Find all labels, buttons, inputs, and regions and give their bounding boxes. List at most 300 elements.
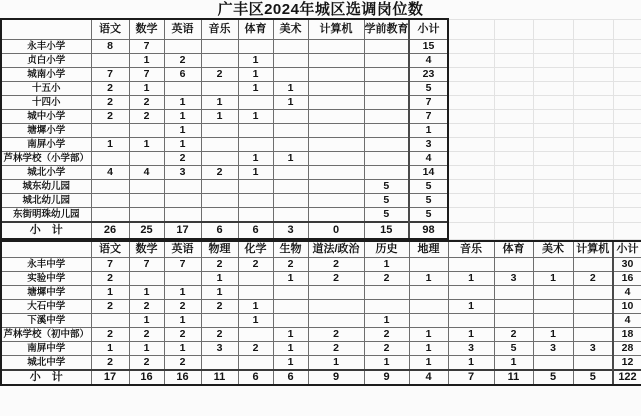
empty-cell [448, 208, 494, 223]
empty-cell [613, 166, 641, 180]
value-cell [308, 166, 364, 180]
value-cell [409, 286, 448, 300]
value-cell [129, 194, 164, 208]
column-header: 数学 [129, 19, 164, 40]
empty-cell [448, 194, 494, 208]
column-header: 体育 [238, 19, 273, 40]
value-cell: 1 [201, 110, 238, 124]
empty-cell [448, 82, 494, 96]
empty-cell [573, 110, 613, 124]
value-cell: 1 [129, 314, 164, 328]
empty-cell [533, 208, 573, 223]
column-header: 语文 [91, 241, 129, 258]
empty-cell [448, 124, 494, 138]
value-cell: 5 [409, 180, 448, 194]
empty-cell [613, 19, 641, 40]
value-cell [533, 314, 573, 328]
value-cell: 1 [308, 356, 364, 371]
value-cell: 1 [409, 328, 448, 342]
value-cell [494, 258, 533, 272]
value-cell: 10 [613, 300, 641, 314]
value-cell: 2 [364, 342, 409, 356]
value-cell [201, 314, 238, 328]
value-cell: 1 [91, 342, 129, 356]
value-cell: 1 [273, 342, 308, 356]
value-cell: 2 [129, 356, 164, 371]
column-header: 体育 [494, 241, 533, 258]
value-cell [164, 180, 201, 194]
value-cell [273, 54, 308, 68]
school-name-cell: 南屏小学 [1, 138, 91, 152]
value-cell: 1 [201, 96, 238, 110]
value-cell: 1 [533, 328, 573, 342]
subtotal-value-cell: 3 [273, 222, 308, 239]
value-cell [91, 124, 129, 138]
value-cell: 12 [613, 356, 641, 371]
value-cell: 2 [164, 54, 201, 68]
value-cell: 4 [613, 286, 641, 300]
empty-cell [533, 54, 573, 68]
value-cell [201, 356, 238, 371]
value-cell: 2 [164, 356, 201, 371]
empty-cell [613, 40, 641, 54]
value-cell: 2 [573, 272, 613, 286]
value-cell: 4 [91, 166, 129, 180]
value-cell [238, 40, 273, 54]
value-cell [364, 138, 409, 152]
value-cell [308, 152, 364, 166]
value-cell [238, 356, 273, 371]
value-cell [238, 328, 273, 342]
value-cell [273, 314, 308, 328]
empty-cell [448, 54, 494, 68]
value-cell [164, 272, 201, 286]
empty-cell [494, 68, 533, 82]
empty-cell [613, 180, 641, 194]
value-cell [409, 314, 448, 328]
value-cell: 5 [409, 208, 448, 223]
value-cell [494, 286, 533, 300]
empty-cell [533, 138, 573, 152]
value-cell: 1 [273, 356, 308, 371]
value-cell: 1 [533, 272, 573, 286]
value-cell: 3 [409, 138, 448, 152]
value-cell: 2 [308, 342, 364, 356]
column-header: 生物 [273, 241, 308, 258]
empty-cell [573, 68, 613, 82]
value-cell: 2 [201, 300, 238, 314]
value-cell [164, 194, 201, 208]
empty-cell [613, 124, 641, 138]
school-name-cell: 芦林学校（初中部） [1, 328, 91, 342]
empty-cell [533, 40, 573, 54]
value-cell: 1 [238, 166, 273, 180]
subtotal-value-cell: 6 [238, 370, 273, 385]
value-cell [273, 180, 308, 194]
value-cell [201, 54, 238, 68]
value-cell: 2 [238, 342, 273, 356]
empty-cell [448, 96, 494, 110]
value-cell [308, 208, 364, 223]
empty-cell [494, 40, 533, 54]
subtotal-value-cell: 16 [164, 370, 201, 385]
value-cell: 1 [409, 124, 448, 138]
value-cell [129, 180, 164, 194]
empty-cell [533, 152, 573, 166]
value-cell [201, 124, 238, 138]
value-cell [164, 82, 201, 96]
value-cell [273, 138, 308, 152]
value-cell: 2 [201, 328, 238, 342]
empty-cell [573, 124, 613, 138]
subtotal-value-cell: 5 [533, 370, 573, 385]
value-cell [129, 152, 164, 166]
empty-cell [494, 138, 533, 152]
value-cell: 1 [409, 342, 448, 356]
school-name-cell: 南屏中学 [1, 342, 91, 356]
value-cell: 1 [164, 124, 201, 138]
value-cell: 1 [164, 110, 201, 124]
value-cell: 1 [238, 82, 273, 96]
subtotal-label: 小 计 [1, 222, 91, 239]
value-cell: 1 [238, 54, 273, 68]
subtotal-value-cell: 6 [201, 222, 238, 239]
empty-cell [573, 19, 613, 40]
empty-cell [613, 54, 641, 68]
school-name-cell: 贞白小学 [1, 54, 91, 68]
value-cell: 2 [164, 328, 201, 342]
empty-cell [613, 138, 641, 152]
value-cell [409, 300, 448, 314]
value-cell: 1 [91, 138, 129, 152]
school-name-cell: 城南小学 [1, 68, 91, 82]
column-header: 计算机 [573, 241, 613, 258]
value-cell [238, 138, 273, 152]
subtotal-value-cell: 15 [364, 222, 409, 239]
subtotal-value-cell: 9 [364, 370, 409, 385]
value-cell: 7 [91, 68, 129, 82]
column-header: 道法/政治 [308, 241, 364, 258]
value-cell: 2 [129, 110, 164, 124]
value-cell [364, 82, 409, 96]
value-cell: 1 [129, 138, 164, 152]
empty-cell [448, 138, 494, 152]
value-cell: 1 [201, 286, 238, 300]
school-name-cell: 芦林学校（小学部） [1, 152, 91, 166]
subtotal-value-cell: 7 [448, 370, 494, 385]
empty-cell [448, 110, 494, 124]
column-header: 地理 [409, 241, 448, 258]
value-cell [533, 300, 573, 314]
value-cell: 2 [91, 356, 129, 371]
empty-cell [613, 208, 641, 223]
column-header: 英语 [164, 241, 201, 258]
subtotal-value-cell: 11 [201, 370, 238, 385]
value-cell [308, 40, 364, 54]
empty-cell [494, 110, 533, 124]
value-cell [308, 314, 364, 328]
subtotal-value-cell: 9 [308, 370, 364, 385]
empty-cell [613, 82, 641, 96]
value-cell: 7 [129, 68, 164, 82]
value-cell: 2 [91, 328, 129, 342]
empty-cell [448, 68, 494, 82]
column-header: 化学 [238, 241, 273, 258]
value-cell: 2 [91, 82, 129, 96]
value-cell: 1 [364, 258, 409, 272]
secondary-table [0, 240, 641, 386]
value-cell [238, 208, 273, 223]
value-cell [364, 110, 409, 124]
value-cell: 23 [409, 68, 448, 82]
value-cell [308, 82, 364, 96]
empty-cell [494, 152, 533, 166]
value-cell [238, 124, 273, 138]
school-name-cell: 下溪中学 [1, 314, 91, 328]
value-cell: 2 [494, 328, 533, 342]
empty-cell [448, 180, 494, 194]
subtotal-value-cell: 16 [129, 370, 164, 385]
school-name-cell: 东街明珠幼儿园 [1, 208, 91, 223]
empty-cell [494, 180, 533, 194]
empty-cell [573, 166, 613, 180]
value-cell [573, 258, 613, 272]
empty-cell [573, 82, 613, 96]
value-cell: 1 [129, 342, 164, 356]
empty-cell [533, 222, 573, 239]
school-name-cell: 城北幼儿园 [1, 194, 91, 208]
school-name-cell: 十四小 [1, 96, 91, 110]
value-cell [448, 258, 494, 272]
empty-cell [613, 110, 641, 124]
value-cell [448, 286, 494, 300]
empty-cell [533, 19, 573, 40]
empty-cell [573, 222, 613, 239]
value-cell: 1 [448, 356, 494, 371]
value-cell: 1 [494, 356, 533, 371]
column-header: 音乐 [448, 241, 494, 258]
value-cell [164, 208, 201, 223]
value-cell [273, 110, 308, 124]
school-name-cell: 塘墀中学 [1, 286, 91, 300]
value-cell: 2 [273, 258, 308, 272]
empty-cell [533, 194, 573, 208]
value-cell [308, 96, 364, 110]
value-cell [364, 152, 409, 166]
value-cell [533, 286, 573, 300]
column-header: 英语 [164, 19, 201, 40]
value-cell: 3 [448, 342, 494, 356]
value-cell [273, 300, 308, 314]
empty-cell [448, 40, 494, 54]
value-cell [308, 180, 364, 194]
value-cell [308, 110, 364, 124]
value-cell: 1 [129, 286, 164, 300]
value-cell: 2 [91, 96, 129, 110]
value-cell [201, 40, 238, 54]
empty-cell [494, 124, 533, 138]
value-cell: 1 [129, 54, 164, 68]
value-cell: 4 [129, 166, 164, 180]
value-cell: 3 [494, 272, 533, 286]
value-cell [273, 286, 308, 300]
school-name-cell: 十五小 [1, 82, 91, 96]
value-cell: 15 [409, 40, 448, 54]
value-cell [238, 286, 273, 300]
value-cell: 1 [273, 152, 308, 166]
value-cell [129, 124, 164, 138]
value-cell: 2 [364, 272, 409, 286]
empty-cell [494, 208, 533, 223]
value-cell: 3 [201, 342, 238, 356]
value-cell [238, 272, 273, 286]
value-cell: 1 [164, 314, 201, 328]
subtotal-value-cell: 11 [494, 370, 533, 385]
value-cell: 7 [409, 110, 448, 124]
empty-cell [494, 222, 533, 239]
value-cell [573, 356, 613, 371]
value-cell [573, 314, 613, 328]
subtotal-value-cell: 122 [613, 370, 641, 385]
value-cell [201, 180, 238, 194]
column-header: 音乐 [201, 19, 238, 40]
value-cell [364, 300, 409, 314]
value-cell [91, 194, 129, 208]
empty-cell [448, 222, 494, 239]
subtotal-value-cell: 17 [91, 370, 129, 385]
value-cell: 2 [129, 328, 164, 342]
empty-cell [613, 96, 641, 110]
value-cell [308, 124, 364, 138]
column-header: 美术 [533, 241, 573, 258]
value-cell [273, 208, 308, 223]
subtotal-value-cell: 4 [409, 370, 448, 385]
value-cell: 7 [91, 258, 129, 272]
value-cell [573, 328, 613, 342]
value-cell: 2 [201, 258, 238, 272]
value-cell [308, 138, 364, 152]
value-cell [308, 54, 364, 68]
empty-cell [533, 166, 573, 180]
value-cell [409, 258, 448, 272]
value-cell: 28 [613, 342, 641, 356]
subtotal-label: 小 计 [1, 370, 91, 385]
value-cell: 2 [308, 272, 364, 286]
value-cell [91, 314, 129, 328]
value-cell: 7 [164, 258, 201, 272]
value-cell: 1 [273, 272, 308, 286]
column-header: 小计 [409, 19, 448, 40]
empty-cell [494, 166, 533, 180]
corner-cell [1, 19, 91, 40]
value-cell [238, 194, 273, 208]
value-cell: 1 [448, 300, 494, 314]
column-header: 数学 [129, 241, 164, 258]
empty-cell [613, 152, 641, 166]
value-cell [91, 54, 129, 68]
value-cell [364, 54, 409, 68]
school-name-cell: 城中小学 [1, 110, 91, 124]
value-cell: 1 [364, 314, 409, 328]
school-name-cell: 大石中学 [1, 300, 91, 314]
value-cell [494, 300, 533, 314]
subtotal-value-cell: 5 [573, 370, 613, 385]
empty-cell [613, 194, 641, 208]
value-cell [201, 194, 238, 208]
value-cell: 18 [613, 328, 641, 342]
value-cell: 30 [613, 258, 641, 272]
empty-cell [573, 40, 613, 54]
value-cell [91, 208, 129, 223]
empty-cell [533, 124, 573, 138]
empty-cell [533, 82, 573, 96]
subtotal-value-cell: 6 [273, 370, 308, 385]
subtotal-value-cell: 26 [91, 222, 129, 239]
value-cell: 3 [573, 342, 613, 356]
value-cell [129, 208, 164, 223]
value-cell: 2 [91, 272, 129, 286]
subtotal-value-cell: 6 [238, 222, 273, 239]
value-cell: 5 [409, 82, 448, 96]
empty-cell [533, 110, 573, 124]
empty-cell [573, 180, 613, 194]
empty-cell [573, 138, 613, 152]
value-cell: 1 [164, 138, 201, 152]
value-cell: 2 [308, 328, 364, 342]
value-cell [273, 68, 308, 82]
value-cell [308, 68, 364, 82]
column-header: 历史 [364, 241, 409, 258]
value-cell: 5 [409, 194, 448, 208]
value-cell: 14 [409, 166, 448, 180]
subtotal-value-cell: 0 [308, 222, 364, 239]
column-header: 小计 [613, 241, 641, 258]
empty-cell [494, 194, 533, 208]
value-cell: 2 [129, 96, 164, 110]
value-cell: 2 [201, 166, 238, 180]
value-cell: 2 [129, 300, 164, 314]
value-cell: 1 [273, 96, 308, 110]
column-header: 学前教育 [364, 19, 409, 40]
value-cell [364, 124, 409, 138]
value-cell [308, 300, 364, 314]
empty-cell [494, 82, 533, 96]
value-cell: 4 [409, 152, 448, 166]
empty-cell [573, 96, 613, 110]
column-header: 语文 [91, 19, 129, 40]
primary-table [0, 18, 641, 240]
empty-cell [533, 96, 573, 110]
value-cell [494, 314, 533, 328]
value-cell: 4 [613, 314, 641, 328]
empty-cell [613, 68, 641, 82]
value-cell [573, 300, 613, 314]
empty-cell [494, 54, 533, 68]
value-cell: 4 [409, 54, 448, 68]
value-cell [238, 180, 273, 194]
value-cell: 1 [409, 272, 448, 286]
value-cell: 7 [129, 258, 164, 272]
school-name-cell: 城东幼儿园 [1, 180, 91, 194]
value-cell [308, 286, 364, 300]
value-cell: 1 [164, 342, 201, 356]
value-cell [364, 286, 409, 300]
value-cell: 8 [91, 40, 129, 54]
value-cell [364, 96, 409, 110]
empty-cell [494, 96, 533, 110]
value-cell: 1 [129, 82, 164, 96]
value-cell: 5 [494, 342, 533, 356]
